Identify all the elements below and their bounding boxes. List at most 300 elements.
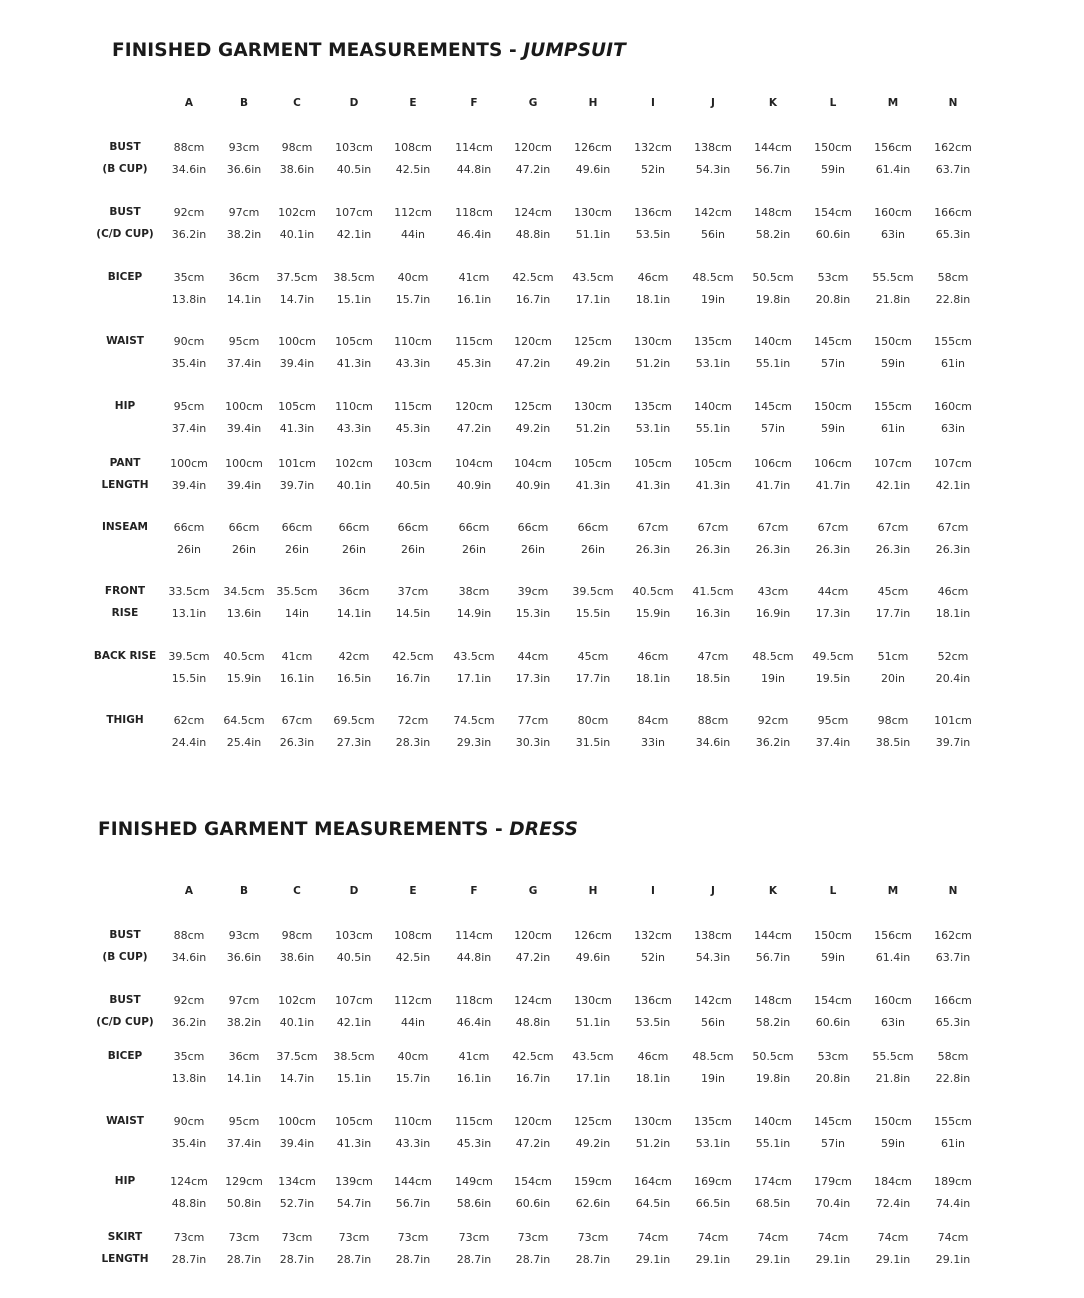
- value-cm: 53cm: [817, 271, 849, 284]
- value-cm: 67cm: [937, 521, 969, 534]
- value-cm: 108cm: [394, 929, 432, 942]
- value-cm: 102cm: [278, 206, 316, 219]
- value-cm: 39cm: [517, 585, 549, 598]
- value-cm: 72cm: [397, 714, 429, 727]
- measurement-cell: [801, 710, 865, 753]
- value-cm: 105cm: [574, 457, 612, 470]
- size-header-cell: B: [239, 885, 248, 897]
- value-in: 28.3in: [395, 735, 431, 749]
- measurement-cell: [621, 710, 685, 753]
- value-in: 52.7in: [279, 1196, 315, 1210]
- value-cm: 105cm: [634, 457, 672, 470]
- measurement-cell: [921, 517, 985, 560]
- value-in: 15.7in: [395, 1071, 431, 1085]
- measurement-cell: [861, 1171, 925, 1214]
- value-in: 41.3in: [336, 356, 372, 370]
- value-cm: 145cm: [814, 335, 852, 348]
- value-cm: 40.5cm: [223, 650, 265, 663]
- measurement-cell: [801, 581, 865, 624]
- measurement-cell: [501, 1171, 565, 1214]
- size-header-cell: D: [349, 885, 359, 897]
- measurement-cell: [501, 925, 565, 968]
- value-in: 47.2in: [456, 421, 492, 435]
- value-cm: 46cm: [637, 1050, 669, 1063]
- value-in: 48.8in: [515, 227, 551, 241]
- value-in: 61.4in: [875, 162, 911, 176]
- value-in: 14.9in: [456, 606, 492, 620]
- value-cm: 43.5cm: [572, 271, 614, 284]
- value-cm: 35cm: [173, 1050, 205, 1063]
- value-cm: 42.5cm: [512, 1050, 554, 1063]
- value-cm: 106cm: [814, 457, 852, 470]
- value-cm: 67cm: [637, 521, 669, 534]
- measurement-cell: [442, 1046, 506, 1089]
- value-cm: 132cm: [634, 929, 672, 942]
- measurement-cell: [861, 453, 925, 496]
- value-in: 16.9in: [755, 606, 791, 620]
- row-label: [89, 1046, 161, 1068]
- value-in: 26in: [341, 542, 367, 556]
- value-in: 48.8in: [515, 1015, 551, 1029]
- row-label: [89, 453, 161, 496]
- measurement-cell: [621, 396, 685, 439]
- value-in: 26.3in: [815, 542, 851, 556]
- measurement-cell: [322, 331, 386, 374]
- value-in: 41.3in: [695, 478, 731, 492]
- measurement-cell: [921, 267, 985, 310]
- value-cm: 118cm: [455, 206, 493, 219]
- value-cm: 40cm: [397, 271, 429, 284]
- size-header-cell: L: [829, 97, 837, 109]
- value-in: 56in: [700, 227, 726, 241]
- value-in: 41.7in: [755, 478, 791, 492]
- value-cm: 107cm: [335, 206, 373, 219]
- jumpsuit-section-title: [112, 40, 626, 61]
- value-cm: 100cm: [278, 335, 316, 348]
- value-in: 16.7in: [515, 1071, 551, 1085]
- value-in: 59in: [880, 356, 906, 370]
- measurement-cell: [801, 646, 865, 689]
- value-cm: 55.5cm: [872, 1050, 914, 1063]
- measurement-cell: [442, 646, 506, 689]
- measurement-cell: [621, 331, 685, 374]
- measurement-cell: [381, 331, 445, 374]
- value-cm: 41cm: [458, 271, 490, 284]
- value-in: 48.8in: [171, 1196, 207, 1210]
- measurement-cell: [322, 517, 386, 560]
- measurement-cell: [381, 267, 445, 310]
- measurement-cell: [861, 202, 925, 245]
- measurement-cell: [561, 1111, 625, 1154]
- value-in: 51.2in: [635, 1136, 671, 1150]
- measurement-cell: [381, 1227, 445, 1270]
- row-label-line: RISE: [111, 606, 139, 619]
- value-cm: 142cm: [694, 206, 732, 219]
- measurement-cell: [381, 646, 445, 689]
- value-cm: 73cm: [577, 1231, 609, 1244]
- value-in: 41.7in: [815, 478, 851, 492]
- value-cm: 66cm: [458, 521, 490, 534]
- value-in: 19.5in: [815, 671, 851, 685]
- value-in: 49.2in: [575, 1136, 611, 1150]
- row-label: [89, 710, 161, 732]
- value-in: 56.7in: [755, 162, 791, 176]
- measurement-cell: [442, 1171, 506, 1214]
- size-header-cell: A: [184, 97, 194, 109]
- value-in: 17.3in: [515, 671, 551, 685]
- measurement-cell: [801, 925, 865, 968]
- value-cm: 73cm: [517, 1231, 549, 1244]
- value-cm: 124cm: [514, 206, 552, 219]
- value-in: 18.1in: [935, 606, 971, 620]
- value-cm: 148cm: [754, 994, 792, 1007]
- measurement-cell: [621, 990, 685, 1033]
- measurement-cell: [621, 925, 685, 968]
- measurement-cell: [921, 990, 985, 1033]
- size-header-cell: M: [887, 885, 899, 897]
- measurement-cell: [265, 396, 329, 439]
- value-cm: 73cm: [173, 1231, 205, 1244]
- measurement-cell: [265, 1111, 329, 1154]
- value-cm: 155cm: [934, 1115, 972, 1128]
- value-cm: 154cm: [514, 1175, 552, 1188]
- measurement-cell: [561, 990, 625, 1033]
- value-in: 14.1in: [336, 606, 372, 620]
- value-in: 59in: [880, 1136, 906, 1150]
- value-cm: 126cm: [574, 141, 612, 154]
- measurement-cell: [861, 710, 925, 753]
- value-cm: 106cm: [754, 457, 792, 470]
- value-cm: 98cm: [281, 141, 313, 154]
- value-in: 29.1in: [815, 1252, 851, 1266]
- value-cm: 125cm: [574, 1115, 612, 1128]
- value-cm: 124cm: [514, 994, 552, 1007]
- value-in: 58.2in: [755, 227, 791, 241]
- value-cm: 103cm: [335, 141, 373, 154]
- value-cm: 35.5cm: [276, 585, 318, 598]
- measurement-cell: [381, 581, 445, 624]
- measurement-cell: [322, 925, 386, 968]
- value-in: 14.1in: [226, 292, 262, 306]
- value-cm: 74cm: [637, 1231, 669, 1244]
- value-cm: 162cm: [934, 141, 972, 154]
- value-in: 60.6in: [815, 227, 851, 241]
- value-cm: 130cm: [634, 1115, 672, 1128]
- measurement-cell: [322, 990, 386, 1033]
- value-in: 17.7in: [875, 606, 911, 620]
- value-in: 39.7in: [279, 478, 315, 492]
- measurement-cell: [921, 396, 985, 439]
- measurement-cell: [322, 1046, 386, 1089]
- size-header-cell: H: [588, 97, 598, 109]
- value-cm: 150cm: [814, 400, 852, 413]
- value-in: 45.3in: [395, 421, 431, 435]
- value-in: 37.4in: [226, 1136, 262, 1150]
- measurement-cell: [265, 925, 329, 968]
- size-header-cell: F: [470, 97, 478, 109]
- value-cm: 36cm: [338, 585, 370, 598]
- value-cm: 35cm: [173, 271, 205, 284]
- size-header-cell: K: [768, 885, 778, 897]
- row-label-line: LENGTH: [101, 478, 149, 491]
- value-cm: 36cm: [228, 1050, 260, 1063]
- value-in: 65.3in: [935, 1015, 971, 1029]
- value-in: 20.8in: [815, 1071, 851, 1085]
- measurement-cell: [921, 925, 985, 968]
- value-in: 57in: [820, 1136, 846, 1150]
- measurement-cell: [621, 267, 685, 310]
- row-label: [89, 1171, 161, 1193]
- value-in: 15.3in: [515, 606, 551, 620]
- measurement-cell: [501, 517, 565, 560]
- value-cm: 40.5cm: [632, 585, 674, 598]
- value-in: 13.6in: [226, 606, 262, 620]
- value-cm: 41cm: [281, 650, 313, 663]
- value-in: 26.3in: [695, 542, 731, 556]
- measurement-cell: [801, 1171, 865, 1214]
- size-header-cell: J: [711, 885, 715, 897]
- row-label: [89, 925, 161, 968]
- value-in: 13.8in: [171, 1071, 207, 1085]
- value-in: 63.7in: [935, 162, 971, 176]
- value-cm: 107cm: [934, 457, 972, 470]
- value-cm: 155cm: [874, 400, 912, 413]
- measurement-cell: [442, 581, 506, 624]
- value-cm: 92cm: [757, 714, 789, 727]
- value-cm: 103cm: [335, 929, 373, 942]
- value-cm: 154cm: [814, 994, 852, 1007]
- value-cm: 135cm: [634, 400, 672, 413]
- measurement-cell: [442, 267, 506, 310]
- title-prefix: FINISHED GARMENT MEASUREMENTS -: [98, 819, 510, 840]
- value-cm: 164cm: [634, 1175, 672, 1188]
- value-cm: 45cm: [577, 650, 609, 663]
- value-cm: 120cm: [514, 929, 552, 942]
- measurement-cell: [861, 137, 925, 180]
- value-cm: 115cm: [455, 335, 493, 348]
- value-cm: 38cm: [458, 585, 490, 598]
- value-cm: 135cm: [694, 1115, 732, 1128]
- value-cm: 92cm: [173, 994, 205, 1007]
- value-cm: 104cm: [455, 457, 493, 470]
- measurement-cell: [861, 1111, 925, 1154]
- value-in: 26.3in: [875, 542, 911, 556]
- value-in: 28.7in: [336, 1252, 372, 1266]
- size-header-cell: C: [293, 885, 301, 897]
- size-header-cell: J: [711, 97, 715, 109]
- value-in: 18.1in: [635, 292, 671, 306]
- value-cm: 48.5cm: [692, 271, 734, 284]
- value-in: 29.1in: [695, 1252, 731, 1266]
- value-in: 19.8in: [755, 292, 791, 306]
- value-cm: 42.5cm: [512, 271, 554, 284]
- measurement-cell: [801, 267, 865, 310]
- measurement-cell: [801, 453, 865, 496]
- value-in: 17.3in: [815, 606, 851, 620]
- measurement-cell: [322, 1171, 386, 1214]
- value-in: 39.4in: [279, 1136, 315, 1150]
- measurement-cell: [741, 1171, 805, 1214]
- value-cm: 73cm: [458, 1231, 490, 1244]
- value-in: 54.3in: [695, 162, 731, 176]
- measurement-cell: [322, 581, 386, 624]
- value-in: 42.1in: [875, 478, 911, 492]
- value-cm: 166cm: [934, 206, 972, 219]
- measurement-cell: [681, 990, 745, 1033]
- measurement-cell: [921, 1227, 985, 1270]
- value-cm: 138cm: [694, 141, 732, 154]
- measurement-cell: [921, 453, 985, 496]
- value-in: 36.2in: [171, 1015, 207, 1029]
- value-in: 40.1in: [279, 227, 315, 241]
- row-label-line: (C/D CUP): [96, 227, 154, 240]
- value-in: 39.4in: [279, 356, 315, 370]
- measurement-cell: [381, 396, 445, 439]
- value-cm: 130cm: [574, 400, 612, 413]
- row-label-line: INSEAM: [101, 521, 148, 533]
- value-cm: 46cm: [637, 271, 669, 284]
- measurement-cell: [442, 202, 506, 245]
- value-in: 44in: [400, 1015, 426, 1029]
- measurement-cell: [741, 1227, 805, 1270]
- measurement-cell: [442, 331, 506, 374]
- value-in: 58.6in: [456, 1196, 492, 1210]
- value-in: 15.5in: [575, 606, 611, 620]
- value-in: 18.5in: [695, 671, 731, 685]
- value-in: 38.2in: [226, 1015, 262, 1029]
- value-cm: 150cm: [814, 141, 852, 154]
- value-cm: 105cm: [694, 457, 732, 470]
- measurement-cell: [561, 581, 625, 624]
- value-in: 34.6in: [171, 950, 207, 964]
- measurement-cell: [921, 646, 985, 689]
- row-label-line: BUST: [109, 929, 141, 941]
- measurement-cell: [681, 517, 745, 560]
- value-cm: 50.5cm: [752, 1050, 794, 1063]
- value-in: 47.2in: [515, 950, 551, 964]
- value-in: 26in: [580, 542, 606, 556]
- row-label: [89, 581, 161, 624]
- size-header-cell: L: [829, 885, 837, 897]
- value-cm: 105cm: [335, 335, 373, 348]
- row-label-line: FRONT: [104, 585, 146, 597]
- measurement-cell: [801, 1111, 865, 1154]
- value-in: 16.5in: [336, 671, 372, 685]
- value-cm: 41.5cm: [692, 585, 734, 598]
- value-in: 24.4in: [171, 735, 207, 749]
- measurement-cell: [801, 517, 865, 560]
- value-in: 17.1in: [575, 292, 611, 306]
- measurement-cell: [681, 1227, 745, 1270]
- value-cm: 41cm: [458, 1050, 490, 1063]
- row-label-line: WAIST: [106, 1115, 144, 1127]
- measurement-cell: [442, 1227, 506, 1270]
- value-in: 16.1in: [279, 671, 315, 685]
- value-in: 60.6in: [515, 1196, 551, 1210]
- measurement-cell: [442, 710, 506, 753]
- measurement-cell: [921, 1171, 985, 1214]
- measurement-cell: [442, 453, 506, 496]
- measurement-cell: [381, 925, 445, 968]
- value-cm: 112cm: [394, 206, 432, 219]
- value-in: 61in: [940, 1136, 966, 1150]
- value-in: 59in: [820, 950, 846, 964]
- measurement-cell: [861, 1227, 925, 1270]
- value-in: 14in: [284, 606, 310, 620]
- value-in: 47.2in: [515, 162, 551, 176]
- measurement-cell: [621, 1046, 685, 1089]
- value-cm: 39.5cm: [572, 585, 614, 598]
- value-in: 49.6in: [575, 162, 611, 176]
- value-in: 16.7in: [515, 292, 551, 306]
- value-in: 27.3in: [336, 735, 372, 749]
- measurement-cell: [381, 1111, 445, 1154]
- value-in: 63in: [940, 421, 966, 435]
- measurement-cell: [741, 453, 805, 496]
- value-cm: 67cm: [697, 521, 729, 534]
- value-in: 61in: [940, 356, 966, 370]
- value-cm: 51cm: [877, 650, 909, 663]
- measurement-cell: [265, 267, 329, 310]
- measurement-cell: [442, 990, 506, 1033]
- row-label-line: WAIST: [106, 335, 144, 347]
- value-in: 41.3in: [635, 478, 671, 492]
- value-in: 28.7in: [171, 1252, 207, 1266]
- value-in: 14.7in: [279, 292, 315, 306]
- measurement-cell: [741, 396, 805, 439]
- measurement-cell: [561, 202, 625, 245]
- value-cm: 126cm: [574, 929, 612, 942]
- measurement-cell: [921, 331, 985, 374]
- value-in: 36.2in: [755, 735, 791, 749]
- measurement-cell: [801, 331, 865, 374]
- measurement-cell: [681, 331, 745, 374]
- row-label: [89, 267, 161, 289]
- value-in: 16.1in: [456, 292, 492, 306]
- value-in: 20.8in: [815, 292, 851, 306]
- value-in: 26in: [176, 542, 202, 556]
- value-in: 41.3in: [336, 1136, 372, 1150]
- measurement-cell: [265, 331, 329, 374]
- measurement-cell: [322, 710, 386, 753]
- row-label: [89, 517, 161, 539]
- measurement-cell: [741, 1046, 805, 1089]
- measurement-cell: [861, 396, 925, 439]
- measurement-cell: [381, 137, 445, 180]
- value-cm: 101cm: [278, 457, 316, 470]
- measurement-cell: [381, 1046, 445, 1089]
- value-in: 43.3in: [395, 356, 431, 370]
- measurement-cell: [741, 990, 805, 1033]
- value-cm: 124cm: [170, 1175, 208, 1188]
- value-cm: 73cm: [228, 1231, 260, 1244]
- measurement-cell: [741, 137, 805, 180]
- measurement-cell: [741, 517, 805, 560]
- value-in: 53.1in: [635, 421, 671, 435]
- value-in: 20.4in: [935, 671, 971, 685]
- measurement-cell: [801, 202, 865, 245]
- value-cm: 130cm: [634, 335, 672, 348]
- measurement-cell: [501, 331, 565, 374]
- value-cm: 48.5cm: [752, 650, 794, 663]
- value-cm: 95cm: [173, 400, 205, 413]
- measurement-cell: [741, 710, 805, 753]
- row-label-line: PANT: [109, 457, 141, 469]
- value-cm: 149cm: [455, 1175, 493, 1188]
- value-cm: 134cm: [278, 1175, 316, 1188]
- value-in: 21.8in: [875, 1071, 911, 1085]
- value-cm: 74.5cm: [453, 714, 495, 727]
